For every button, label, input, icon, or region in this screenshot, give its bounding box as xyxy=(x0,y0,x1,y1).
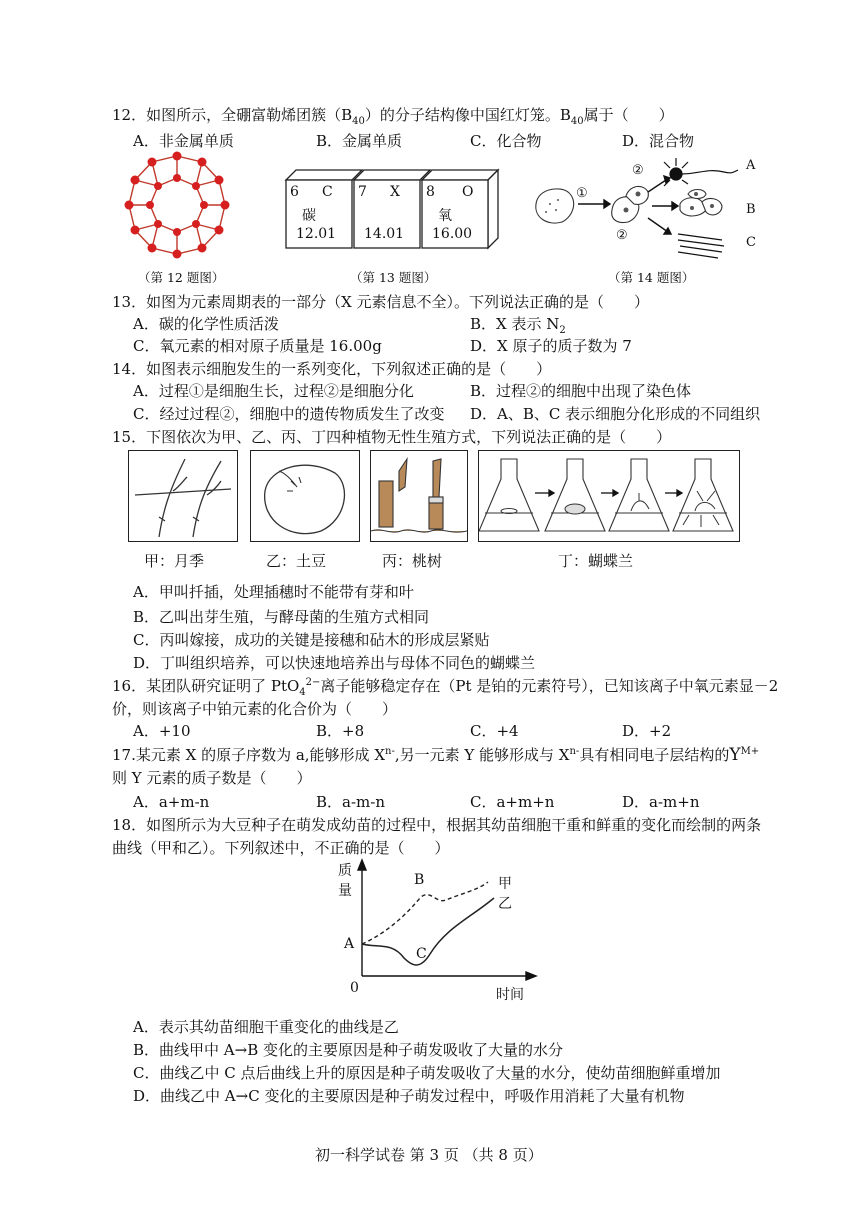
tissue-culture-figure xyxy=(478,450,740,542)
q18-option-b: B．曲线甲中 A→B 变化的主要原因是种子萌发吸收了大量的水分 xyxy=(133,1041,563,1059)
graph-origin: 0 xyxy=(350,980,359,996)
fig14-label-b: B xyxy=(746,202,756,217)
q13-option-c: C．氧元素的相对原子质量是 16.00g xyxy=(133,337,382,355)
q13-option-b: B．X 表示 $N_2$ xyxy=(470,315,566,336)
caption-fig12: （第 12 题图） xyxy=(138,270,225,285)
q18-stem: 18．如图所示为大豆种子在萌发成幼苗的过程中，根据其幼苗细胞干重和鲜重的变化而绘制的两条 xyxy=(112,816,762,834)
cutting-figure xyxy=(128,450,238,542)
q12-option-a: A．非金属单质 xyxy=(133,132,234,150)
page-footer: 初一科学试卷 第 3 页 （共 8 页） xyxy=(315,1146,543,1164)
graph-xlabel: 时间 xyxy=(496,987,524,1003)
q18-option-a: A．表示其幼苗细胞干重变化的曲线是乙 xyxy=(133,1018,399,1036)
cell-c-number: 6 xyxy=(290,184,299,200)
q17-option-c: C．a+m+n xyxy=(470,793,555,811)
fig14-step2-bottom: ② xyxy=(616,228,628,243)
graph-point-a: A xyxy=(344,936,355,952)
cell-o-mass: 16.00 xyxy=(432,226,473,242)
cell-o-name: 氧 xyxy=(438,208,452,224)
graph-point-c: C xyxy=(416,946,427,962)
q17-option-d: D．a-m+n xyxy=(622,793,700,811)
fig14-label-a: A xyxy=(746,158,756,173)
q16-option-a: A．+10 xyxy=(133,722,191,740)
q15-stem: 15．下图依次为甲、乙、丙、丁四种植物无性生殖方式，下列说法正确的是（ ） xyxy=(112,428,672,446)
q14-option-c: C．经过过程②，细胞中的遗传物质发生了改变 xyxy=(133,405,445,423)
graph-point-b: B xyxy=(414,872,425,888)
q13-stem: 13．如图为元素周期表的一部分（X 元素信息不全）。下列说法正确的是（ ） xyxy=(112,293,650,311)
q13-option-a: A．碳的化学性质活泼 xyxy=(133,315,279,333)
fig14-step1: ① xyxy=(576,186,588,201)
q17-option-b: B．a-m-n xyxy=(316,793,385,811)
caption-fig14: （第 14 题图） xyxy=(608,270,695,285)
q18-stem-line2: 曲线（甲和乙）。下列叙述中，不正确的是（ ） xyxy=(112,839,450,857)
cell-change-figure xyxy=(528,152,768,264)
q15-label-bing: 丙：桃树 xyxy=(382,552,443,570)
q13-option-d: D．X 原子的质子数为 7 xyxy=(470,337,632,355)
fig14-label-c: C xyxy=(746,235,756,250)
grafting-figure xyxy=(370,450,468,542)
graph-label-jia: 甲 xyxy=(498,876,512,892)
q16-stem: 16．某团队研究证明了 PtO$_4^{2-}$离子能够稳定存在（Pt 是铂的元素符号），已知该离子中氧元素显－2 xyxy=(112,677,779,698)
q17-option-a: A．a+m-n xyxy=(133,793,210,811)
q15-label-yi: 乙：土豆 xyxy=(266,552,327,570)
cell-o-number: 8 xyxy=(426,184,435,200)
graph-ylabel-1: 质 xyxy=(338,863,352,879)
q15-label-jia: 甲：月季 xyxy=(144,552,205,570)
q16-stem-line2: 价，则该离子中铂元素的化合价为（ ） xyxy=(112,700,398,718)
q12-option-b: B．金属单质 xyxy=(316,132,403,150)
q15-option-c: C．丙叫嫁接，成功的关键是接穗和砧木的形成层紧贴 xyxy=(133,631,490,649)
q17-stem-line2: 则 Y 元素的质子数是（ ） xyxy=(112,769,312,787)
q18-option-d: D．曲线乙中 A→C 变化的主要原因是种子萌发过程中，呼吸作用消耗了大量有机物 xyxy=(133,1087,685,1105)
fig14-step2-top: ② xyxy=(632,163,644,178)
q15-option-a: A．甲叫扦插，处理插穗时不能带有芽和叶 xyxy=(133,583,414,601)
potato-figure xyxy=(250,450,360,542)
q18-option-c: C．曲线乙中 C 点后曲线上升的原因是种子萌发吸收了大量的水分，使幼苗细胞鲜重增加 xyxy=(133,1064,721,1082)
caption-fig13: （第 13 题图） xyxy=(350,270,437,285)
b40-cluster-figure xyxy=(122,150,232,260)
q14-stem: 14．如图表示细胞发生的一系列变化，下列叙述正确的是（ ） xyxy=(112,360,552,378)
graph-ylabel-2: 量 xyxy=(338,883,352,899)
q16-option-b: B．+8 xyxy=(316,722,365,740)
q14-option-a: A．过程①是细胞生长，过程②是细胞分化 xyxy=(133,382,414,400)
cell-c-mass: 12.01 xyxy=(296,226,337,242)
cell-o-symbol: O xyxy=(462,184,474,200)
cell-c-name: 碳 xyxy=(302,208,316,224)
q12-option-d: D．混合物 xyxy=(622,132,695,150)
q17-stem: 17.某元素 X 的原子序数为 a,能够形成 $X^{n-}$,另一元素 Y 能够形成与 $X^{n-}$具有相同电子层结构的$Y^{M+}$ xyxy=(112,745,760,765)
q16-option-c: C．+4 xyxy=(470,722,519,740)
cell-x-symbol: X xyxy=(390,184,400,200)
q15-label-ding: 丁：蝴蝶兰 xyxy=(558,552,634,570)
cell-x-number: 7 xyxy=(358,184,367,200)
q12-option-c: C．化合物 xyxy=(470,132,542,150)
q16-option-d: D．+2 xyxy=(622,722,672,740)
cell-c-symbol: C xyxy=(322,184,333,200)
q12-stem: 12．如图所示，全硼富勒烯团簇$(B_{40})$的分子结构像中国红灯笼。$B_{40}$属于（ ） xyxy=(112,106,674,127)
q14-option-b: B．过程②的细胞中出现了染色体 xyxy=(470,382,692,400)
graph-label-yi: 乙 xyxy=(498,896,512,912)
cell-x-mass: 14.01 xyxy=(364,226,405,242)
q15-option-b: B．乙叫出芽生殖，与酵母菌的生殖方式相同 xyxy=(133,608,430,626)
q15-option-d: D．丁叫组织培养，可以快速地培养出与母体不同色的蝴蝶兰 xyxy=(133,654,536,672)
q14-option-d: D．A、B、C 表示细胞分化形成的不同组织 xyxy=(470,405,761,423)
